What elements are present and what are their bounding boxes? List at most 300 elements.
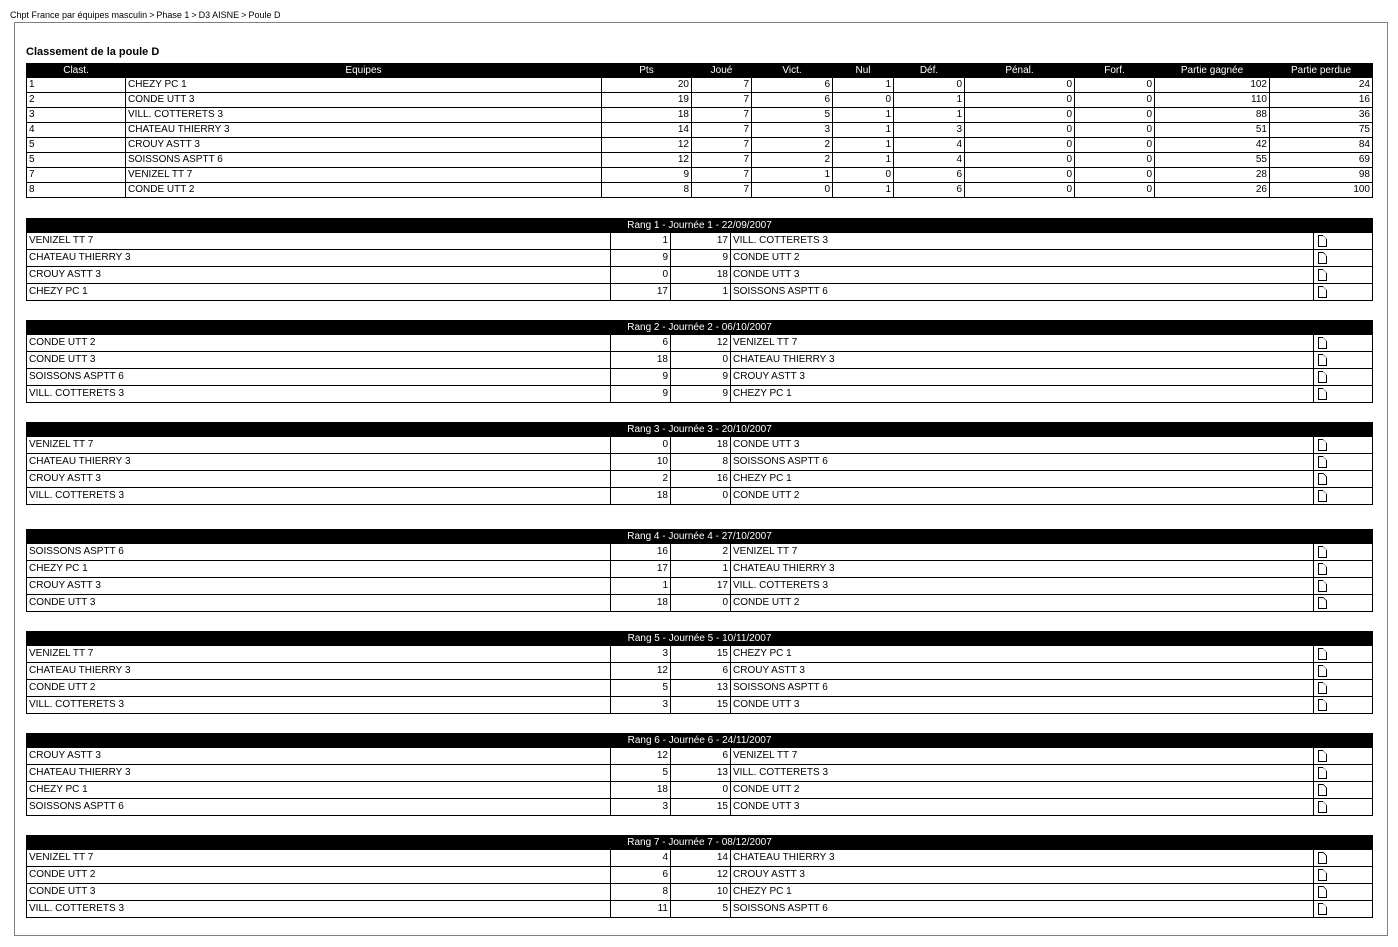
away-team[interactable]: CONDE UTT 2: [731, 782, 1314, 799]
document-icon[interactable]: [1318, 597, 1327, 609]
stat-cell: 0: [1075, 138, 1155, 153]
round-header-row: [27, 836, 1373, 850]
away-score: 9: [671, 250, 731, 267]
match-row: [27, 765, 1373, 782]
stat-cell: 0: [965, 183, 1075, 198]
away-team[interactable]: CONDE UTT 2: [731, 488, 1314, 505]
column-header: Joué: [692, 64, 752, 78]
home-score: 0: [611, 437, 671, 454]
home-score: 0: [611, 267, 671, 284]
home-score: 17: [611, 561, 671, 578]
stat-cell: 28: [1155, 168, 1270, 183]
match-sheet-cell: [1314, 369, 1373, 386]
match-sheet-cell: [1314, 488, 1373, 505]
round-title: Rang 2 - Journée 2 - 06/10/2007: [27, 321, 1373, 335]
home-score: 6: [611, 335, 671, 352]
away-team[interactable]: CONDE UTT 3: [731, 697, 1314, 714]
match-sheet-cell: [1314, 697, 1373, 714]
document-icon[interactable]: [1318, 665, 1327, 677]
team-cell[interactable]: VENIZEL TT 7: [126, 168, 602, 183]
away-team[interactable]: CHATEAU THIERRY 3: [731, 850, 1314, 867]
column-header: Pénal.: [965, 64, 1075, 78]
away-score: 17: [671, 233, 731, 250]
stat-cell: 0: [965, 78, 1075, 93]
stat-cell: 6: [752, 78, 833, 93]
match-sheet-cell: [1314, 680, 1373, 697]
team-cell[interactable]: CROUY ASTT 3: [126, 138, 602, 153]
away-team[interactable]: SOISSONS ASPTT 6: [731, 680, 1314, 697]
round-header-row: [27, 530, 1373, 544]
rank-cell: 1: [27, 78, 126, 93]
round-header-row: [27, 632, 1373, 646]
match-sheet-cell: [1314, 901, 1373, 918]
standings-row: [27, 153, 1373, 168]
home-team[interactable]: VENIZEL TT 7: [27, 437, 611, 454]
stat-cell: 110: [1155, 93, 1270, 108]
home-score: 8: [611, 884, 671, 901]
stat-cell: 4: [894, 153, 965, 168]
away-score: 10: [671, 884, 731, 901]
home-team[interactable]: CHATEAU THIERRY 3: [27, 663, 611, 680]
away-team[interactable]: CHEZY PC 1: [731, 471, 1314, 488]
match-row: [27, 748, 1373, 765]
match-row: [27, 386, 1373, 403]
stat-cell: 0: [1075, 108, 1155, 123]
stat-cell: 102: [1155, 78, 1270, 93]
away-team[interactable]: VILL. COTTERETS 3: [731, 233, 1314, 250]
match-sheet-cell: [1314, 267, 1373, 284]
match-sheet-cell: [1314, 578, 1373, 595]
away-team[interactable]: VILL. COTTERETS 3: [731, 578, 1314, 595]
match-row: [27, 233, 1373, 250]
home-team[interactable]: CONDE UTT 2: [27, 680, 611, 697]
stat-cell: 7: [692, 168, 752, 183]
rank-cell: 5: [27, 138, 126, 153]
document-icon[interactable]: [1318, 784, 1327, 796]
stat-cell: 75: [1270, 123, 1373, 138]
home-score: 10: [611, 454, 671, 471]
away-team[interactable]: CONDE UTT 2: [731, 250, 1314, 267]
match-row: [27, 437, 1373, 454]
stat-cell: 88: [1155, 108, 1270, 123]
stat-cell: 6: [894, 183, 965, 198]
document-icon[interactable]: [1318, 337, 1327, 349]
column-header: Nul: [833, 64, 894, 78]
away-team[interactable]: CONDE UTT 2: [731, 595, 1314, 612]
stat-cell: 0: [965, 153, 1075, 168]
home-team[interactable]: CONDE UTT 2: [27, 335, 611, 352]
home-score: 18: [611, 782, 671, 799]
rank-cell: 3: [27, 108, 126, 123]
home-score: 18: [611, 352, 671, 369]
stat-cell: 6: [894, 168, 965, 183]
rank-cell: 2: [27, 93, 126, 108]
home-team[interactable]: CHATEAU THIERRY 3: [27, 454, 611, 471]
home-team[interactable]: CHATEAU THIERRY 3: [27, 250, 611, 267]
round-title: Rang 7 - Journée 7 - 08/12/2007: [27, 836, 1373, 850]
column-header: Equipes: [126, 64, 602, 78]
breadcrumb-item[interactable]: Chpt France par équipes masculin: [10, 10, 148, 20]
home-score: 9: [611, 386, 671, 403]
stat-cell: 3: [894, 123, 965, 138]
match-sheet-cell: [1314, 544, 1373, 561]
round-table: [26, 631, 1373, 714]
home-team[interactable]: CROUY ASTT 3: [27, 748, 611, 765]
stat-cell: 7: [692, 108, 752, 123]
document-icon[interactable]: [1318, 473, 1327, 485]
column-header: Déf.: [894, 64, 965, 78]
home-team[interactable]: CONDE UTT 2: [27, 867, 611, 884]
document-icon[interactable]: [1318, 388, 1327, 400]
rank-cell: 4: [27, 123, 126, 138]
round-header-row: [27, 734, 1373, 748]
away-team[interactable]: VENIZEL TT 7: [731, 335, 1314, 352]
home-team[interactable]: VENIZEL TT 7: [27, 233, 611, 250]
stat-cell: 16: [1270, 93, 1373, 108]
match-sheet-cell: [1314, 595, 1373, 612]
home-team[interactable]: SOISSONS ASPTT 6: [27, 544, 611, 561]
match-row: [27, 884, 1373, 901]
home-team[interactable]: CROUY ASTT 3: [27, 578, 611, 595]
document-icon[interactable]: [1318, 903, 1327, 915]
away-score: 13: [671, 680, 731, 697]
stat-cell: 1: [894, 93, 965, 108]
match-row: [27, 901, 1373, 918]
document-icon[interactable]: [1318, 490, 1327, 502]
match-sheet-cell: [1314, 561, 1373, 578]
breadcrumb-separator: >: [149, 10, 155, 20]
team-cell[interactable]: CHEZY PC 1: [126, 78, 602, 93]
away-team[interactable]: VENIZEL TT 7: [731, 748, 1314, 765]
standings-row: [27, 123, 1373, 138]
match-sheet-cell: [1314, 748, 1373, 765]
away-team[interactable]: CONDE UTT 3: [731, 267, 1314, 284]
away-team[interactable]: VILL. COTTERETS 3: [731, 765, 1314, 782]
home-team[interactable]: VILL. COTTERETS 3: [27, 697, 611, 714]
match-row: [27, 782, 1373, 799]
stat-cell: 2: [752, 153, 833, 168]
standings-row: [27, 183, 1373, 198]
away-team[interactable]: CHEZY PC 1: [731, 646, 1314, 663]
stat-cell: 18: [602, 108, 692, 123]
standings-title: Classement de la poule D: [26, 46, 160, 58]
match-row: [27, 697, 1373, 714]
stat-cell: 0: [965, 168, 1075, 183]
match-row: [27, 454, 1373, 471]
stat-cell: 6: [752, 93, 833, 108]
away-score: 9: [671, 369, 731, 386]
stat-cell: 26: [1155, 183, 1270, 198]
stat-cell: 1: [833, 183, 894, 198]
match-row: [27, 250, 1373, 267]
home-team[interactable]: CONDE UTT 3: [27, 884, 611, 901]
team-cell[interactable]: SOISSONS ASPTT 6: [126, 153, 602, 168]
match-row: [27, 471, 1373, 488]
breadcrumb-separator: >: [241, 10, 247, 20]
home-score: 16: [611, 544, 671, 561]
document-icon[interactable]: [1318, 886, 1327, 898]
stat-cell: 8: [602, 183, 692, 198]
away-score: 15: [671, 646, 731, 663]
column-header: Forf.: [1075, 64, 1155, 78]
away-score: 6: [671, 663, 731, 680]
match-sheet-cell: [1314, 284, 1373, 301]
column-header: Pts: [602, 64, 692, 78]
home-score: 17: [611, 284, 671, 301]
round-table: [26, 733, 1373, 816]
round-header-row: [27, 423, 1373, 437]
home-team[interactable]: VILL. COTTERETS 3: [27, 386, 611, 403]
standings-row: [27, 168, 1373, 183]
document-icon[interactable]: [1318, 852, 1327, 864]
stat-cell: 12: [602, 138, 692, 153]
match-sheet-cell: [1314, 765, 1373, 782]
away-score: 6: [671, 748, 731, 765]
home-team[interactable]: CHATEAU THIERRY 3: [27, 765, 611, 782]
match-row: [27, 663, 1373, 680]
home-score: 6: [611, 867, 671, 884]
match-row: [27, 352, 1373, 369]
stat-cell: 3: [752, 123, 833, 138]
round-title: Rang 3 - Journée 3 - 20/10/2007: [27, 423, 1373, 437]
away-score: 15: [671, 697, 731, 714]
match-sheet-cell: [1314, 335, 1373, 352]
match-sheet-cell: [1314, 437, 1373, 454]
away-score: 12: [671, 867, 731, 884]
document-icon[interactable]: [1318, 750, 1327, 762]
home-score: 18: [611, 488, 671, 505]
away-score: 9: [671, 386, 731, 403]
stat-cell: 0: [1075, 153, 1155, 168]
match-row: [27, 561, 1373, 578]
away-team[interactable]: SOISSONS ASPTT 6: [731, 284, 1314, 301]
home-score: 1: [611, 233, 671, 250]
stat-cell: 19: [602, 93, 692, 108]
away-score: 13: [671, 765, 731, 782]
home-score: 9: [611, 369, 671, 386]
away-team[interactable]: CONDE UTT 3: [731, 799, 1314, 816]
document-icon[interactable]: [1318, 801, 1327, 813]
stat-cell: 51: [1155, 123, 1270, 138]
breadcrumb-item[interactable]: D3 AISNE: [198, 10, 240, 20]
stat-cell: 0: [894, 78, 965, 93]
match-row: [27, 267, 1373, 284]
away-team[interactable]: VENIZEL TT 7: [731, 544, 1314, 561]
away-team[interactable]: CROUY ASTT 3: [731, 369, 1314, 386]
stat-cell: 14: [602, 123, 692, 138]
stat-cell: 0: [1075, 183, 1155, 198]
home-score: 5: [611, 680, 671, 697]
stat-cell: 12: [602, 153, 692, 168]
stat-cell: 55: [1155, 153, 1270, 168]
away-team[interactable]: CONDE UTT 3: [731, 437, 1314, 454]
round-table: [26, 529, 1373, 612]
stat-cell: 5: [752, 108, 833, 123]
stat-cell: 0: [965, 93, 1075, 108]
document-icon[interactable]: [1318, 563, 1327, 575]
match-row: [27, 578, 1373, 595]
column-header: Clast.: [27, 64, 126, 78]
team-cell[interactable]: CONDE UTT 3: [126, 93, 602, 108]
away-team[interactable]: SOISSONS ASPTT 6: [731, 454, 1314, 471]
away-team[interactable]: CROUY ASTT 3: [731, 867, 1314, 884]
stat-cell: 2: [752, 138, 833, 153]
away-score: 2: [671, 544, 731, 561]
match-row: [27, 369, 1373, 386]
stat-cell: 20: [602, 78, 692, 93]
stat-cell: 36: [1270, 108, 1373, 123]
away-score: 5: [671, 901, 731, 918]
match-sheet-cell: [1314, 850, 1373, 867]
home-team[interactable]: CROUY ASTT 3: [27, 471, 611, 488]
home-score: 1: [611, 578, 671, 595]
stat-cell: 1: [752, 168, 833, 183]
document-icon[interactable]: [1318, 269, 1327, 281]
stat-cell: 1: [833, 123, 894, 138]
document-icon[interactable]: [1318, 286, 1327, 298]
match-sheet-cell: [1314, 782, 1373, 799]
stat-cell: 7: [692, 93, 752, 108]
away-team[interactable]: CHEZY PC 1: [731, 884, 1314, 901]
stat-cell: 9: [602, 168, 692, 183]
document-icon[interactable]: [1318, 648, 1327, 660]
match-sheet-cell: [1314, 867, 1373, 884]
match-sheet-cell: [1314, 663, 1373, 680]
stat-cell: 0: [965, 123, 1075, 138]
document-icon[interactable]: [1318, 252, 1327, 264]
away-score: 1: [671, 561, 731, 578]
home-team[interactable]: CHEZY PC 1: [27, 561, 611, 578]
round-table: [26, 422, 1373, 505]
stat-cell: 1: [833, 138, 894, 153]
round-title: Rang 5 - Journée 5 - 10/11/2007: [27, 632, 1373, 646]
home-team[interactable]: VENIZEL TT 7: [27, 850, 611, 867]
away-score: 0: [671, 488, 731, 505]
stat-cell: 24: [1270, 78, 1373, 93]
away-score: 0: [671, 352, 731, 369]
document-icon[interactable]: [1318, 699, 1327, 711]
match-row: [27, 850, 1373, 867]
away-team[interactable]: SOISSONS ASPTT 6: [731, 901, 1314, 918]
breadcrumb-separator: >: [191, 10, 197, 20]
breadcrumb: [10, 10, 280, 21]
match-row: [27, 544, 1373, 561]
home-team[interactable]: CHEZY PC 1: [27, 782, 611, 799]
stat-cell: 7: [692, 153, 752, 168]
stat-cell: 0: [1075, 168, 1155, 183]
stat-cell: 0: [833, 93, 894, 108]
match-row: [27, 799, 1373, 816]
team-cell[interactable]: CHATEAU THIERRY 3: [126, 123, 602, 138]
document-icon[interactable]: [1318, 767, 1327, 779]
home-score: 5: [611, 765, 671, 782]
home-score: 9: [611, 250, 671, 267]
document-icon[interactable]: [1318, 439, 1327, 451]
standings-row: [27, 78, 1373, 93]
home-score: 3: [611, 646, 671, 663]
home-team[interactable]: CONDE UTT 3: [27, 595, 611, 612]
away-team[interactable]: CROUY ASTT 3: [731, 663, 1314, 680]
document-icon[interactable]: [1318, 580, 1327, 592]
stat-cell: 84: [1270, 138, 1373, 153]
column-header: Partie gagnée: [1155, 64, 1270, 78]
round-title: Rang 6 - Journée 6 - 24/11/2007: [27, 734, 1373, 748]
stat-cell: 0: [1075, 78, 1155, 93]
document-icon[interactable]: [1318, 235, 1327, 247]
column-header: Vict.: [752, 64, 833, 78]
home-team[interactable]: CROUY ASTT 3: [27, 267, 611, 284]
home-score: 12: [611, 663, 671, 680]
away-team[interactable]: CHATEAU THIERRY 3: [731, 352, 1314, 369]
document-icon[interactable]: [1318, 546, 1327, 558]
home-team[interactable]: CONDE UTT 3: [27, 352, 611, 369]
home-team[interactable]: SOISSONS ASPTT 6: [27, 799, 611, 816]
document-icon[interactable]: [1318, 869, 1327, 881]
away-score: 12: [671, 335, 731, 352]
breadcrumb-item[interactable]: Poule D: [248, 10, 281, 20]
stat-cell: 1: [833, 108, 894, 123]
match-sheet-cell: [1314, 233, 1373, 250]
home-team[interactable]: VENIZEL TT 7: [27, 646, 611, 663]
breadcrumb-item[interactable]: Phase 1: [156, 10, 190, 20]
match-row: [27, 680, 1373, 697]
away-score: 0: [671, 782, 731, 799]
away-team[interactable]: CHEZY PC 1: [731, 386, 1314, 403]
away-score: 16: [671, 471, 731, 488]
away-score: 18: [671, 437, 731, 454]
home-team[interactable]: VILL. COTTERETS 3: [27, 488, 611, 505]
standings-table: [26, 63, 1373, 198]
match-sheet-cell: [1314, 799, 1373, 816]
home-team[interactable]: SOISSONS ASPTT 6: [27, 369, 611, 386]
stat-cell: 0: [833, 168, 894, 183]
match-row: [27, 488, 1373, 505]
away-score: 17: [671, 578, 731, 595]
stat-cell: 1: [833, 78, 894, 93]
away-score: 0: [671, 595, 731, 612]
document-icon[interactable]: [1318, 682, 1327, 694]
team-cell[interactable]: CONDE UTT 2: [126, 183, 602, 198]
rank-cell: 7: [27, 168, 126, 183]
stat-cell: 1: [894, 108, 965, 123]
home-team[interactable]: VILL. COTTERETS 3: [27, 901, 611, 918]
away-score: 14: [671, 850, 731, 867]
match-row: [27, 646, 1373, 663]
stat-cell: 42: [1155, 138, 1270, 153]
match-sheet-cell: [1314, 646, 1373, 663]
document-icon[interactable]: [1318, 371, 1327, 383]
team-cell[interactable]: VILL. COTTERETS 3: [126, 108, 602, 123]
stat-cell: 0: [965, 138, 1075, 153]
away-team[interactable]: CHATEAU THIERRY 3: [731, 561, 1314, 578]
stat-cell: 1: [833, 153, 894, 168]
stat-cell: 7: [692, 78, 752, 93]
round-table: [26, 320, 1373, 403]
document-icon[interactable]: [1318, 456, 1327, 468]
stat-cell: 100: [1270, 183, 1373, 198]
away-score: 15: [671, 799, 731, 816]
home-score: 4: [611, 850, 671, 867]
match-sheet-cell: [1314, 454, 1373, 471]
home-team[interactable]: CHEZY PC 1: [27, 284, 611, 301]
home-score: 3: [611, 697, 671, 714]
document-icon[interactable]: [1318, 354, 1327, 366]
stat-cell: 0: [965, 108, 1075, 123]
home-score: 18: [611, 595, 671, 612]
match-row: [27, 867, 1373, 884]
standings-row: [27, 93, 1373, 108]
home-score: 3: [611, 799, 671, 816]
